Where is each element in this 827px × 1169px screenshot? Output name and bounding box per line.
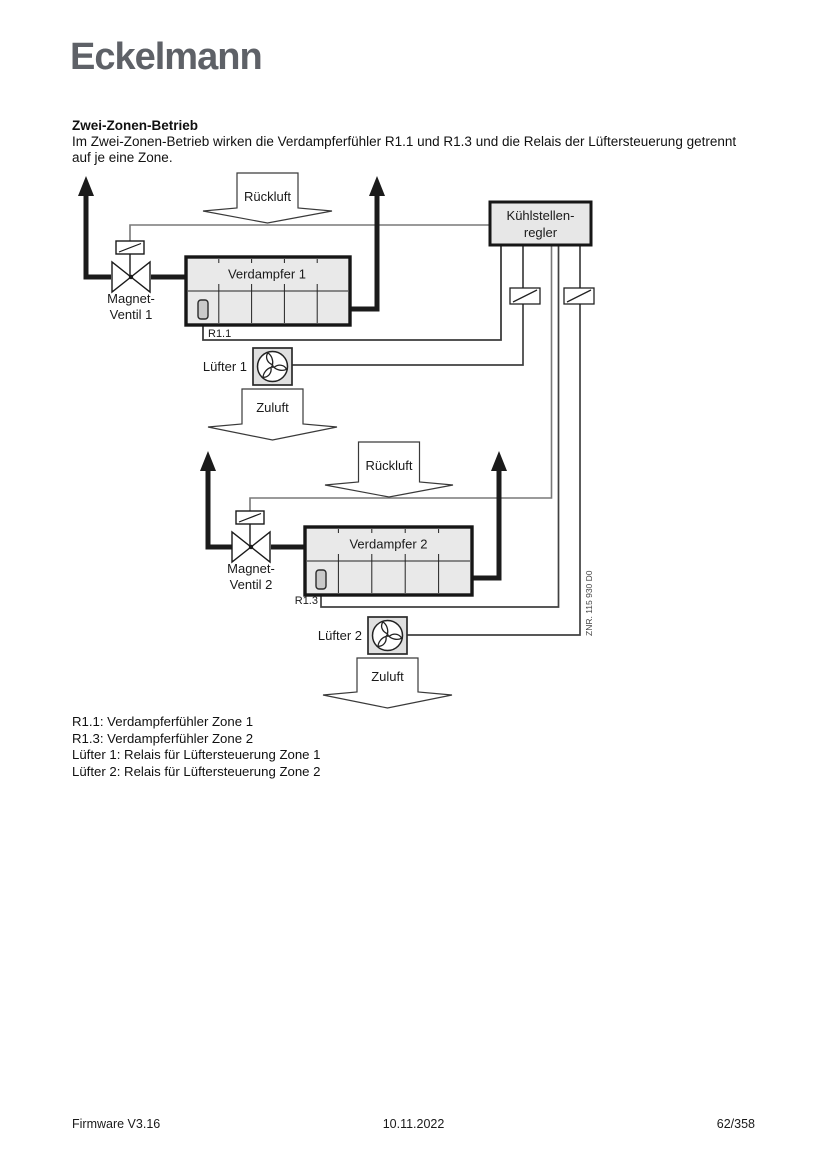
page-footer (72, 1117, 755, 1131)
legend-line: R1.1: Verdampferfühler Zone 1 (72, 714, 254, 729)
legend-line: Lüfter 2: Relais für Lüftersteuerung Zone 2 (72, 763, 321, 779)
rueckluft-label-zone2: Rückluft (365, 458, 413, 473)
valve1-control-wire (130, 225, 490, 241)
evaporator1-label: Verdampfer 1 (227, 266, 307, 282)
zone1-return-pipe (350, 195, 377, 309)
legend-line: R1.3: Verdampferfühler Zone 2 (72, 730, 254, 746)
valve1-label-line1: Magnet- (107, 291, 155, 306)
legend (72, 714, 321, 780)
body-line-1: Im Zwei-Zonen-Betrieb wirken die Verdampferfühler R1.1 und R1.3 und die Relais der Lüftersteuerung getrennt (72, 134, 737, 149)
sensor-r13-label: R1.3 (294, 595, 318, 607)
zone1-return-arrowhead (369, 176, 385, 196)
zone2-return-pipe (472, 470, 499, 578)
fan2-label: Lüfter 2 (317, 628, 362, 643)
solenoid-valve2-icon (232, 511, 270, 562)
company-logo: Eckelmann (70, 36, 262, 78)
relay2-icon (564, 288, 594, 304)
zuluft-label-zone1: Zuluft (256, 400, 289, 415)
body-line-2: auf je eine Zone. (72, 150, 173, 166)
drawing-number: ZNR. 115 930 D0 (584, 570, 594, 636)
fan1-label: Lüfter 1 (202, 359, 247, 374)
valve2-label-line1: Magnet- (227, 561, 275, 576)
rueckluft-label-zone1: Rückluft (244, 189, 291, 204)
footer-firmware: Firmware V3.16 (72, 1117, 161, 1131)
footer-date: 10.11.2022 (382, 1117, 445, 1131)
zuluft-label-zone2: Zuluft (371, 669, 404, 684)
evaporator2-label: Verdampfer 2 (349, 536, 428, 552)
fan1-icon (253, 348, 292, 385)
fan2-icon (368, 617, 407, 654)
relay1-icon (510, 288, 540, 304)
section-heading: Zwei-Zonen-Betrieb (72, 118, 199, 133)
zone2-suction-pipe (208, 469, 232, 547)
footer-page-number: 62/358 (716, 1117, 756, 1131)
valve1-label-line2: Ventil 1 (109, 307, 153, 322)
zone2-suction-arrowhead (200, 451, 216, 471)
solenoid-valve1-icon (112, 241, 150, 292)
sensor-r11-label: R1.1 (208, 328, 232, 340)
sensor-r13-icon (316, 570, 326, 589)
sensor-r11-icon (198, 300, 208, 319)
zone1-suction-pipe (86, 193, 111, 277)
zone1-suction-arrowhead (78, 176, 94, 196)
controller-label-line2: regler (523, 225, 558, 240)
valve2-label-line2: Ventil 2 (229, 577, 273, 592)
controller-label-line1: Kühlstellen- (506, 208, 575, 223)
legend-line: Lüfter 1: Relais für Lüftersteuerung Zone 1 (72, 747, 321, 763)
zone2-return-arrowhead (491, 451, 507, 471)
